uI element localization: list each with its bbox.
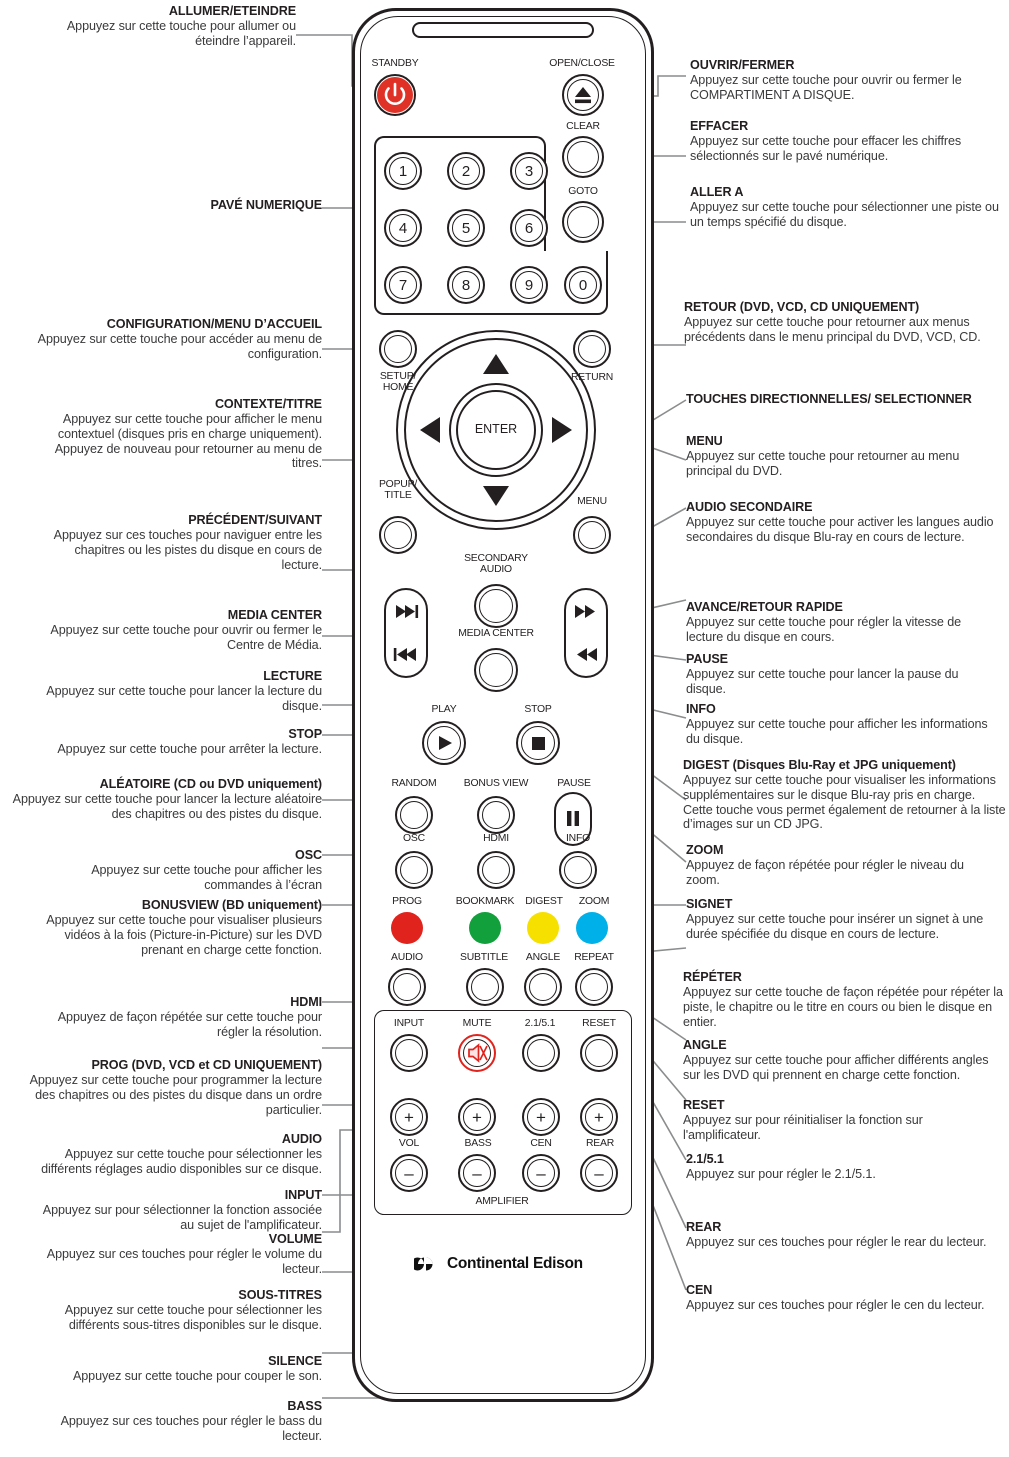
callout-contexte-titre xyxy=(40,397,322,471)
callout-repeter xyxy=(683,970,1003,1029)
callout-digest xyxy=(683,758,1007,832)
eject-icon xyxy=(562,74,604,116)
callout-title: PAVÉ NUMERIQUE xyxy=(210,198,322,212)
media-center-label: MEDIA CENTER xyxy=(458,628,534,639)
callout-title: CEN xyxy=(686,1283,713,1297)
callout-body: Appuyez sur cette touche pour couper le son. xyxy=(72,1368,322,1383)
keypad-digit: 1 xyxy=(398,162,408,180)
callout-precedent-suivant xyxy=(40,513,322,572)
callout-body: Appuyez sur cette touche pour programmer la lecture des chapitres ou des pistes du disque dans un ordre particulier. xyxy=(29,1072,322,1117)
callout-title: PROG (DVD, VCD et CD UNIQUEMENT) xyxy=(91,1058,322,1072)
callout-body: Appuyez sur cette touche pour afficher les informations du disque. xyxy=(686,716,988,746)
pause-label: PAUSE xyxy=(557,778,591,789)
setup-home-label-line2: HOME xyxy=(382,381,414,393)
keypad-4[interactable] xyxy=(384,209,422,247)
menu-label: MENU xyxy=(577,496,607,507)
callout-body: Appuyez sur cette touche pour sélectionner les différents sous-titres disponibles sur le disque. xyxy=(64,1302,322,1332)
callout-title: ZOOM xyxy=(686,843,724,857)
callout-body: Appuyez sur cette touche pour effacer les chiffres sélectionnés sur le pavé numérique. xyxy=(690,133,962,163)
two-one-five-one-label: 2.1/5.1 xyxy=(524,1018,556,1029)
callout-title: MENU xyxy=(686,434,723,448)
next-icon xyxy=(396,605,406,618)
callout-menu xyxy=(686,434,998,479)
callout-stop xyxy=(8,727,322,757)
callout-body: Appuyez sur cette touche pour insérer un signet à une durée spécifiée du disque en cours de lecture. xyxy=(686,911,984,941)
goto-label: GOTO xyxy=(568,186,598,197)
open-close-label: OPEN/CLOSE xyxy=(549,58,615,69)
keypad-digit: 8 xyxy=(461,276,471,294)
callout-title: ANGLE xyxy=(683,1038,727,1052)
prog-color-label: PROG xyxy=(392,896,422,907)
zoom-color-button[interactable] xyxy=(576,912,608,944)
callout-body: Appuyez sur cette touche pour afficher différents angles sur les DVD qui prennent en charge cette fonction. xyxy=(683,1052,989,1082)
vol-up-button[interactable] xyxy=(390,1098,428,1136)
callout-title: PRÉCÉDENT/SUIVANT xyxy=(188,513,322,527)
keypad-digit: 0 xyxy=(578,276,588,294)
callout-body: Appuyez sur cette touche de façon répétée pour répéter la piste, le chapitre ou le titre en cours ou bien le disque en entier. xyxy=(683,984,1003,1029)
callout-body: Appuyez sur cette touche pour retourner au menu principal du DVD. xyxy=(686,448,960,478)
cen-label: CEN xyxy=(530,1138,552,1149)
bookmark-color-label: BOOKMARK xyxy=(455,896,515,907)
arrow-down-icon xyxy=(483,486,509,506)
keypad-3[interactable] xyxy=(510,152,548,190)
secondary-audio-label-line1: SECONDARY xyxy=(464,553,528,564)
bass-label: BASS xyxy=(464,1138,492,1149)
callout-silence xyxy=(40,1354,322,1384)
callout-bonusview xyxy=(40,898,322,957)
callout-sous-titres xyxy=(22,1288,322,1333)
callout-aleatoire xyxy=(0,777,322,822)
keypad-digit: 2 xyxy=(461,162,471,180)
callout-input xyxy=(30,1188,322,1233)
keypad-1[interactable] xyxy=(384,152,422,190)
keypad-digit: 5 xyxy=(461,219,471,237)
plus-glyph: + xyxy=(536,1107,546,1127)
plus-glyph: + xyxy=(594,1107,604,1127)
arrow-left-icon xyxy=(420,417,440,443)
callout-bass xyxy=(40,1399,322,1444)
callout-title: ALÉATOIRE (CD ou DVD uniquement) xyxy=(99,777,322,791)
rear-up-button[interactable] xyxy=(580,1098,618,1136)
angle-button[interactable] xyxy=(524,968,562,1006)
keypad-5[interactable] xyxy=(447,209,485,247)
bonus-view-label: BONUS VIEW xyxy=(463,778,529,789)
callout-title: INFO xyxy=(686,702,716,716)
info-button[interactable] xyxy=(559,851,597,889)
random-label: RANDOM xyxy=(391,778,437,789)
callout-title: INPUT xyxy=(284,1188,322,1202)
callout-body: Appuyez sur cette touche pour visualiser plusieurs vidéos à la fois (Picture-in-Picture) sur les DVD prenant en charge cette fonction. xyxy=(46,912,322,957)
bass-down-button[interactable] xyxy=(458,1154,496,1192)
rear-down-button[interactable] xyxy=(580,1154,618,1192)
callout-aller-a xyxy=(690,185,1002,230)
callout-title: SOUS-TITRES xyxy=(238,1288,322,1302)
callout-title: BASS xyxy=(287,1399,322,1413)
minus-glyph: – xyxy=(536,1163,546,1183)
fast-forward-icon xyxy=(575,605,585,618)
callout-title: DIGEST (Disques Blu-Ray et JPG uniquement) xyxy=(683,758,956,772)
callout-signet xyxy=(686,897,998,942)
input-label: INPUT xyxy=(393,1018,425,1029)
callout-body: Appuyez sur pour sélectionner la fonction associée au sujet de l'amplificateur. xyxy=(42,1202,322,1232)
callout-cen xyxy=(686,1283,998,1313)
callout-body: Appuyez sur cette touche pour ouvrir ou fermer le Centre de Média. xyxy=(50,622,322,652)
callout-body: Appuyez sur cette touche pour retourner aux menus précédents dans le menu principal du DVD, VCD, CD. xyxy=(684,314,981,344)
callout-title: MEDIA CENTER xyxy=(227,608,322,622)
callout-body: Appuyez sur cette touche pour accéder au menu de configuration. xyxy=(37,331,322,361)
keypad-7[interactable] xyxy=(384,266,422,304)
callout-body: Appuyez sur pour régler le 2.1/5.1. xyxy=(686,1166,876,1181)
callout-title: AVANCE/RETOUR RAPIDE xyxy=(686,600,843,614)
callout-title: ALLER A xyxy=(690,185,744,199)
callout-title: AUDIO SECONDAIRE xyxy=(686,500,813,514)
keypad-2[interactable] xyxy=(447,152,485,190)
ir-window xyxy=(412,22,594,38)
callout-body: Appuyez sur cette touche pour visualiser les informations supplémentaires sur le disque Blu-ray pris en charge. Cette touche vous permet également de retourner à la liste d’images sur un CD JPG. xyxy=(683,772,1006,832)
goto-button[interactable] xyxy=(562,201,604,243)
keypad-9[interactable] xyxy=(510,266,548,304)
callout-body: Appuyez sur ces touches pour régler le rear du lecteur. xyxy=(686,1234,987,1249)
enter-label: ENTER xyxy=(474,422,518,436)
reset-label: RESET xyxy=(582,1018,616,1029)
osc-label: OSC xyxy=(403,833,425,844)
callout-title: RESET xyxy=(683,1098,725,1112)
callout-prog xyxy=(22,1058,322,1117)
next-prev-icons[interactable] xyxy=(384,588,428,678)
callout-body: Appuyez sur cette touche pour allumer ou éteindre l’appareil. xyxy=(66,18,296,48)
keypad-digit: 7 xyxy=(398,276,408,294)
callout-lecture xyxy=(40,669,322,714)
callout-title: RETOUR (DVD, VCD, CD UNIQUEMENT) xyxy=(684,300,920,314)
callout-ouvrir-fermer xyxy=(690,58,1002,103)
keypad-digit: 3 xyxy=(524,162,534,180)
callout-body: Appuyez sur cette touche pour activer les langues audio secondaires du disque Blu-ray en cours de lecture. xyxy=(686,514,994,544)
callout-body: Appuyez de façon répétée pour régler le niveau du zoom. xyxy=(686,857,964,887)
minus-glyph: – xyxy=(404,1163,414,1183)
stop-label: STOP xyxy=(524,704,552,715)
callout-hdmi xyxy=(40,995,322,1040)
callout-media-center xyxy=(10,608,322,653)
callout-title: STOP xyxy=(288,727,322,741)
reset-button[interactable] xyxy=(580,1034,618,1072)
callout-title: EFFACER xyxy=(690,119,749,133)
brand-name: Continental Edison xyxy=(447,1255,583,1272)
callout-body: Appuyez sur cette touche pour lancer la lecture du disque. xyxy=(46,683,322,713)
callout-reset xyxy=(683,1098,1003,1143)
callout-zoom xyxy=(686,843,998,888)
popup-title-label-line1: POPUP/ xyxy=(378,479,418,490)
keypad-digit: 9 xyxy=(524,276,534,294)
remote-control xyxy=(352,8,654,1402)
callout-retour xyxy=(684,300,1004,345)
digest-color-label: DIGEST xyxy=(525,896,563,907)
callout-title: PAUSE xyxy=(686,652,728,666)
callout-title: SILENCE xyxy=(268,1354,322,1368)
angle-label: ANGLE xyxy=(525,952,561,963)
bonus-view-button[interactable] xyxy=(477,796,515,834)
callout-title: 2.1/5.1 xyxy=(686,1152,724,1166)
audio-label: AUDIO xyxy=(391,952,423,963)
callout-body: Appuyez sur cette touche pour lancer la pause du disque. xyxy=(686,666,959,696)
callout-title: ALLUMER/ETEINDRE xyxy=(168,4,296,18)
osc-button[interactable] xyxy=(395,851,433,889)
callout-body: Appuyez sur ces touches pour naviguer entre les chapitres ou les pistes du disque en cours de lecture. xyxy=(53,527,322,572)
callout-body: Appuyez sur pour réinitialiser la fonction sur l'amplificateur. xyxy=(683,1112,923,1142)
dpad-arrows[interactable] xyxy=(396,330,596,530)
callout-touches-directionnelles xyxy=(686,392,998,407)
callout-allumer-eteindre xyxy=(40,4,296,49)
info-label: INFO xyxy=(565,833,591,844)
return-label: RETURN xyxy=(570,372,614,383)
callout-body: Appuyez de façon répétée sur cette touche pour régler la résolution. xyxy=(57,1009,322,1039)
repeat-button[interactable] xyxy=(575,968,613,1006)
callout-body: Appuyez sur cette touche pour sélectionner une piste ou un temps spécifié du disque. xyxy=(690,199,999,229)
vol-label: VOL xyxy=(398,1138,420,1149)
callout-body: Appuyez sur cette touche pour régler la vitesse de lecture du disque en cours. xyxy=(686,614,962,644)
keypad-8[interactable] xyxy=(447,266,485,304)
play-label: PLAY xyxy=(431,704,457,715)
digest-color-button[interactable] xyxy=(527,912,559,944)
amplifier-section-label: AMPLIFIER xyxy=(475,1196,529,1207)
play-icon xyxy=(422,721,466,765)
continental-edison-logo-icon xyxy=(414,1254,440,1274)
two-one-five-one-button[interactable] xyxy=(522,1034,560,1072)
callout-rear xyxy=(686,1220,998,1250)
standby-label: STANDBY xyxy=(371,58,419,69)
keypad-frame-joint xyxy=(544,251,546,255)
callout-configuration-menu-accueil xyxy=(20,317,322,362)
callout-avance-retour-rapide xyxy=(686,600,998,645)
callout-body: Appuyez sur ces touches pour régler le volume du lecteur. xyxy=(46,1246,322,1276)
keypad-digit: 4 xyxy=(398,219,408,237)
power-icon xyxy=(377,77,413,113)
callout-pause xyxy=(686,652,998,697)
brand-row xyxy=(414,1254,583,1274)
callout-title: VOLUME xyxy=(268,1232,322,1246)
callout-title: LECTURE xyxy=(263,669,322,683)
audio-button[interactable] xyxy=(388,968,426,1006)
callout-body: Appuyez sur cette touche pour ouvrir ou fermer le COMPARTIMENT A DISQUE. xyxy=(690,72,962,102)
clear-label: CLEAR xyxy=(566,121,600,132)
callout-title: OUVRIR/FERMER xyxy=(690,58,795,72)
plus-glyph: + xyxy=(404,1107,414,1127)
keypad-digit: 6 xyxy=(524,219,534,237)
vol-down-button[interactable] xyxy=(390,1154,428,1192)
mute-label: MUTE xyxy=(462,1018,492,1029)
prev-icon xyxy=(406,648,416,661)
callout-title: CONFIGURATION/MENU D’ACCUEIL xyxy=(106,317,322,331)
callout-body: Appuyez sur ces touches pour régler le bass du lecteur. xyxy=(60,1413,322,1443)
keypad-6[interactable] xyxy=(510,209,548,247)
callout-title: HDMI xyxy=(290,995,322,1009)
secondary-audio-button[interactable] xyxy=(474,584,518,628)
minus-glyph: – xyxy=(472,1163,482,1183)
plus-glyph: + xyxy=(472,1107,482,1127)
arrow-right-icon xyxy=(552,417,572,443)
zoom-color-label: ZOOM xyxy=(578,896,610,907)
callout-effacer xyxy=(690,119,1002,164)
callout-audio xyxy=(30,1132,322,1177)
prog-color-button[interactable] xyxy=(391,912,423,944)
secondary-audio-label xyxy=(450,554,542,575)
ff-rw-icons[interactable] xyxy=(564,588,608,678)
rewind-icon xyxy=(587,648,597,661)
subtitle-button[interactable] xyxy=(466,968,504,1006)
repeat-label: REPEAT xyxy=(574,952,614,963)
callout-body: Appuyez sur ces touches pour régler le cen du lecteur. xyxy=(686,1297,985,1312)
rear-label: REAR xyxy=(585,1138,615,1149)
keypad-0[interactable] xyxy=(564,266,602,304)
callout-title: AUDIO xyxy=(281,1132,322,1146)
callout-body: Appuyez sur cette touche pour arrêter la lecture. xyxy=(57,741,322,756)
random-button[interactable] xyxy=(395,796,433,834)
cen-down-button[interactable] xyxy=(522,1154,560,1192)
clear-button[interactable] xyxy=(562,136,604,178)
mute-icon xyxy=(458,1034,496,1072)
callout-info xyxy=(686,702,998,747)
callout-body: Appuyez sur cette touche pour afficher les commandes à l’écran xyxy=(91,862,322,892)
callout-angle xyxy=(683,1038,1003,1083)
stop-icon xyxy=(516,721,560,765)
callout-body: Appuyez sur cette touche pour lancer la lecture aléatoire des chapitres ou des pistes du disque. xyxy=(12,791,322,821)
callout-body: Appuyez sur cette touche pour sélectionner les différents réglages audio disponibles sur ce disque. xyxy=(41,1146,322,1176)
callout-audio-secondaire xyxy=(686,500,1006,545)
hdmi-label: HDMI xyxy=(483,833,509,844)
popup-title-label-line2: TITLE xyxy=(384,489,412,501)
callout-title: REAR xyxy=(686,1220,722,1234)
setup-home-label-line1: SETUP/ xyxy=(379,371,417,382)
callout-title: SIGNET xyxy=(686,897,733,911)
input-button[interactable] xyxy=(390,1034,428,1072)
secondary-audio-label-line2: AUDIO xyxy=(480,563,512,575)
callout-two-one-five-one xyxy=(686,1152,998,1182)
hdmi-button[interactable] xyxy=(477,851,515,889)
arrow-up-icon xyxy=(483,354,509,374)
callout-body: Appuyez sur cette touche pour afficher le menu contextuel (disques pris en charge uniquement). Appuyez de nouveau pour retourner au menu de titres. xyxy=(54,411,322,471)
callout-pave-numerique xyxy=(40,198,322,213)
callout-title: CONTEXTE/TITRE xyxy=(214,397,322,411)
bookmark-color-button[interactable] xyxy=(469,912,501,944)
callout-title: TOUCHES DIRECTIONNELLES/ SELECTIONNER xyxy=(686,392,972,406)
minus-glyph: – xyxy=(594,1163,604,1183)
subtitle-label: SUBTITLE xyxy=(459,952,509,963)
callout-title: RÉPÉTER xyxy=(683,970,742,984)
callout-title: OSC xyxy=(295,848,322,862)
callout-volume xyxy=(40,1232,322,1277)
callout-osc xyxy=(30,848,322,893)
bass-up-button[interactable] xyxy=(458,1098,496,1136)
media-center-button[interactable] xyxy=(474,648,518,692)
cen-up-button[interactable] xyxy=(522,1098,560,1136)
callout-title: BONUSVIEW (BD uniquement) xyxy=(141,898,322,912)
